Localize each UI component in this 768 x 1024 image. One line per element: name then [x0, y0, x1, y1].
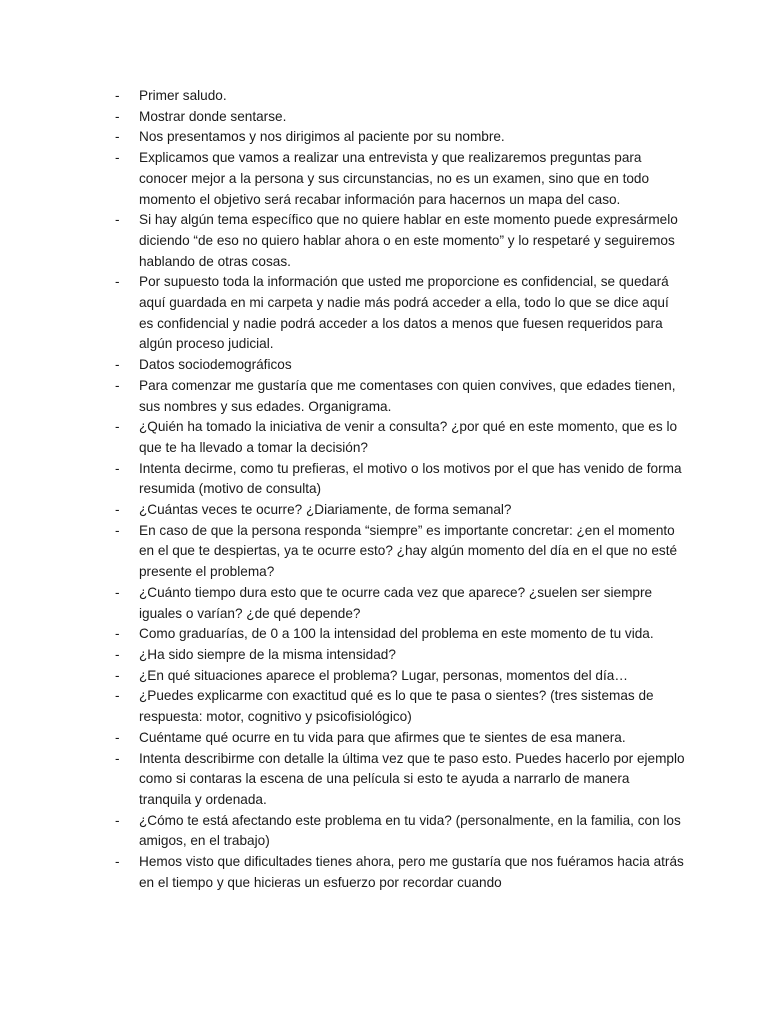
bullet-dash: - — [115, 502, 120, 518]
bullet-dash: - — [115, 419, 120, 435]
list-item-text: Cuéntame qué ocurre en tu vida para que afirmes que te sientes de esa manera. — [139, 729, 626, 745]
list-item-text: ¿Quién ha tomado la iniciativa de venir a consulta? ¿por qué en este momento, que es lo que te ha llevado a tomar la decisión? — [139, 419, 678, 455]
bullet-dash: - — [115, 688, 120, 704]
list-item — [115, 749, 685, 811]
list-item — [115, 686, 685, 727]
list-item — [115, 376, 685, 417]
list-item-text: Hemos visto que dificultades tienes ahora, pero me gustaría que nos fuéramos hacia atrás en el tiempo y que hicieras un esfuerzo por recordar cuando — [139, 854, 684, 890]
bullet-dash: - — [115, 377, 120, 393]
list-item — [115, 127, 685, 148]
list-item-text: Para comenzar me gustaría que me comentases con quien convives, que edades tienen, sus nombres y sus edades. Organigrama. — [139, 377, 676, 414]
list-item-text: ¿Cuántas veces te ocurre? ¿Diariamente, de forma semanal? — [139, 502, 512, 518]
list-item — [115, 459, 685, 500]
list-item — [115, 666, 685, 687]
list-item-text: Como graduarías, de 0 a 100 la intensidad del problema en este momento de tu vida. — [139, 626, 654, 642]
list-item-text: En caso de que la persona responda “siempre” es importante concretar: ¿en el momento en el que te despiertas, ya te ocurre esto? ¿hay algún momento del día en el que no esté presente el problema? — [139, 522, 678, 580]
list-item-text: Si hay algún tema específico que no quiere hablar en este momento puede expresármelo diciendo “de eso no quiero hablar ahora o en este momento” y lo respetaré y seguiremos hablando de otras cosas. — [139, 212, 678, 269]
list-item — [115, 645, 685, 666]
list-item-text: Explicamos que vamos a realizar una entrevista y que realizaremos preguntas para conocer mejor a la persona y sus circunstancias, no es un examen, sino que en todo momento el objetivo será recabar información para hacernos un mapa del caso. — [139, 150, 650, 207]
list-item-text: ¿En qué situaciones aparece el problema? Lugar, personas, momentos del día… — [139, 667, 628, 683]
bullet-dash: - — [115, 357, 120, 373]
bullet-dash: - — [115, 150, 120, 166]
list-item — [115, 417, 685, 458]
list-item-text: ¿Cómo te está afectando este problema en tu vida? (personalmente, en la familia, con los amigos, en el trabajo) — [139, 812, 681, 849]
list-item-text: Intenta describirme con detalle la última vez que te paso esto. Puedes hacerlo por ejemplo como si contaras la escena de una película si esto te ayuda a narrarlo de manera tranquila y ordenada. — [139, 750, 685, 807]
list-item-text: ¿Ha sido siempre de la misma intensidad? — [139, 646, 396, 662]
list-item — [115, 521, 685, 583]
interview-guide-list — [115, 86, 685, 893]
bullet-dash: - — [115, 460, 120, 476]
list-item-text: Primer saludo. — [139, 88, 227, 103]
list-item — [115, 272, 685, 355]
bullet-dash: - — [115, 212, 120, 228]
list-item — [115, 500, 685, 521]
list-item-text: ¿Cuánto tiempo dura esto que te ocurre cada vez que aparece? ¿suelen ser siempre iguales o varían? ¿de qué depende? — [139, 584, 653, 621]
bullet-dash: - — [115, 129, 120, 145]
list-item — [115, 852, 685, 893]
bullet-dash: - — [115, 750, 120, 766]
list-item — [115, 583, 685, 624]
list-item-text: Mostrar donde sentarse. — [139, 108, 287, 124]
bullet-dash: - — [115, 522, 120, 538]
list-item — [115, 355, 685, 376]
bullet-dash: - — [115, 626, 120, 642]
bullet-dash: - — [115, 274, 120, 290]
bullet-dash: - — [115, 667, 120, 683]
list-item — [115, 210, 685, 272]
bullet-dash: - — [115, 854, 120, 870]
list-item — [115, 86, 685, 107]
bullet-dash: - — [115, 729, 120, 745]
bullet-dash: - — [115, 812, 120, 828]
list-item — [115, 624, 685, 645]
list-item — [115, 811, 685, 852]
list-item-text: Intenta decirme, como tu prefieras, el motivo o los motivos por el que has venido de forma resumida (motivo de consulta) — [139, 460, 682, 497]
list-item — [115, 728, 685, 749]
list-item — [115, 107, 685, 128]
list-item-text: Nos presentamos y nos dirigimos al paciente por su nombre. — [139, 129, 505, 145]
bullet-dash: - — [115, 584, 120, 600]
bullet-dash: - — [115, 646, 120, 662]
list-item-text: Datos sociodemográficos — [139, 357, 292, 373]
list-item — [115, 148, 685, 210]
bullet-dash: - — [115, 88, 120, 103]
bullet-dash: - — [115, 108, 120, 124]
list-item-text: ¿Puedes explicarme con exactitud qué es lo que te pasa o sientes? (tres sistemas de respuesta: motor, cognitivo y psicofisiológico) — [139, 688, 654, 725]
list-item-text: Por supuesto toda la información que usted me proporcione es confidencial, se quedará aquí guardada en mi carpeta y nadie más podrá acceder a ella, todo lo que se dice aquí es confidencial y nadie podrá acceder a los datos a menos que fuesen requeridos para algún proceso judicial. — [139, 274, 669, 352]
